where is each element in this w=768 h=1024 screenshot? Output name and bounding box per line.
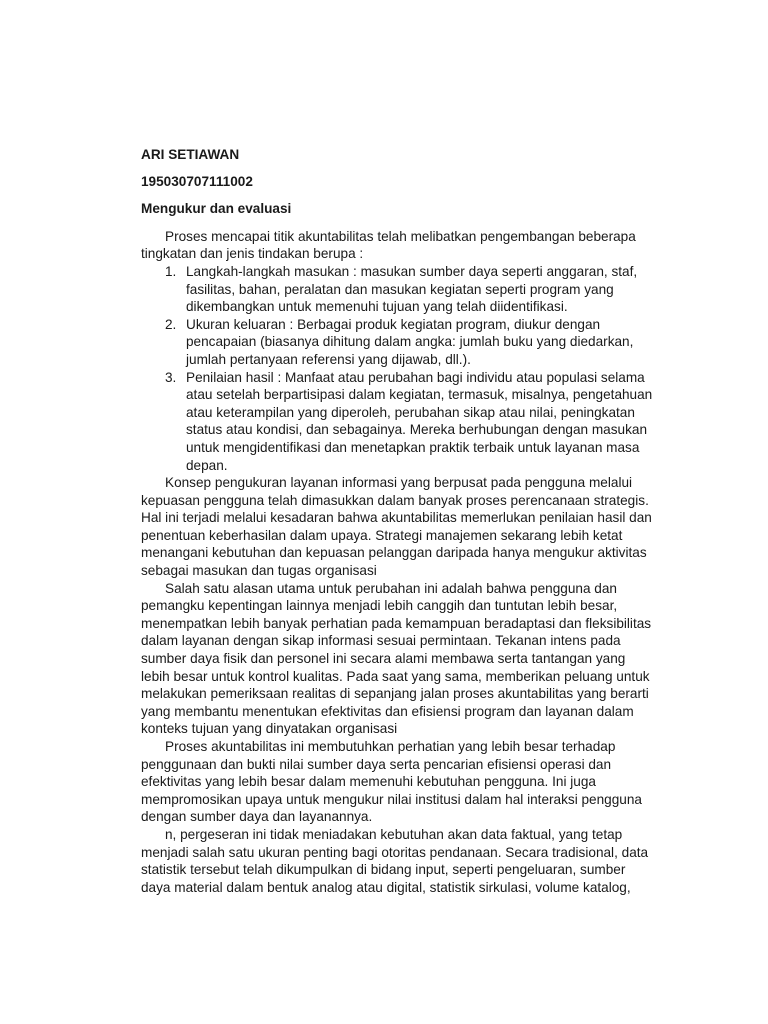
author-name: ARI SETIAWAN [141, 147, 240, 162]
body-paragraph: Proses akuntabilitas ini membutuhkan perhatian yang lebih besar terhadap penggunaan dan bukti nilai sumber daya serta pencarian efisiensi operasi dan efektivitas yang lebih besar dalam memenuhi kebutuhan pengguna. Ini juga mempromosikan upaya untuk mengukur nilai institusi dalam hal interaksi pengguna dengan sumber daya dan layanannya. [141, 739, 642, 825]
list-item-text: Penilaian hasil : Manfaat atau perubahan bagi individu atau populasi selama atau setelah berpartisipasi dalam kegiatan, termasuk, misalnya, pengetahuan atau keterampilan yang diperoleh, perubahan sikap atau nilai, peningkatan status atau kondisi, dan sebagainya. Mereka berhubungan dengan masukan untuk mengidentifikasi dan menetapkan praktik terbaik untuk layanan masa depan. [186, 369, 653, 473]
list-item-number: 2. [165, 316, 177, 332]
list-item-number: 1. [165, 263, 177, 279]
list-item [141, 369, 657, 475]
list-item-number: 3. [165, 369, 177, 385]
intro-paragraph: Proses mencapai titik akuntabilitas telah melibatkan pengembangan beberapa tingkatan dan jenis tindakan berupa : [141, 228, 636, 262]
list-item [141, 316, 657, 369]
list-item-text: Ukuran keluaran : Berbagai produk kegiatan program, diukur dengan pencapaian (biasanya dihitung dalam angka: jumlah buku yang diedarkan, jumlah pertanyaan referensi yang dijawab, dll.). [186, 316, 634, 367]
document-title: Mengukur dan evaluasi [141, 201, 292, 217]
list-item-text: Langkah-langkah masukan : masukan sumber daya seperti anggaran, staf, fasilitas, bahan, peralatan dan masukan kegiatan seperti program yang dikembangkan untuk memenuhi tujuan yang telah diidentifikasi. [186, 263, 638, 315]
document-page [141, 146, 657, 896]
list-item [141, 263, 657, 316]
measurement-list [141, 263, 657, 474]
student-id: 195030707111002 [141, 173, 253, 189]
body-paragraph: n, pergeseran ini tidak meniadakan kebutuhan akan data faktual, yang tetap menjadi salah satu ukuran penting bagi otoritas pendanaan. Secara tradisional, data statistik tersebut telah dikumpulkan di bidang input, seperti pengeluaran, sumber daya material dalam bentuk analog atau digital, statistik sirkulasi, volume katalog, [141, 826, 649, 895]
body-paragraph: Konsep pengukuran layanan informasi yang berpusat pada pengguna melalui kepuasan pengguna telah dimasukkan dalam banyak proses perencanaan strategis. Hal ini terjadi melalui kesadaran bahwa akuntabilitas memerlukan penilaian hasil dan penentuan keberhasilan dalam upaya. Strategi manajemen sekarang lebih ketat menangani kebutuhan dan kepuasan pelanggan daripada hanya mengukur aktivitas sebagai masukan dan tugas organisasi [141, 475, 652, 579]
body-paragraph: Salah satu alasan utama untuk perubahan ini adalah bahwa pengguna dan pemangku kepentingan lainnya menjadi lebih canggih dan tuntutan lebih besar, menempatkan lebih banyak perhatian pada kemampuan beradaptasi dan fleksibilitas dalam layanan dengan sikap informasi sesuai permintaan. Tekanan intens pada sumber daya fisik dan personel ini secara alami membawa serta tantangan yang lebih besar untuk kontrol kualitas. Pada saat yang sama, memberikan peluang untuk melakukan pemeriksaan realitas di sepanjang jalan proses akuntabilitas yang berarti yang membantu menentukan efektivitas dan efisiensi program dan layanan dalam konteks tujuan yang dinyatakan organisasi [141, 580, 652, 737]
